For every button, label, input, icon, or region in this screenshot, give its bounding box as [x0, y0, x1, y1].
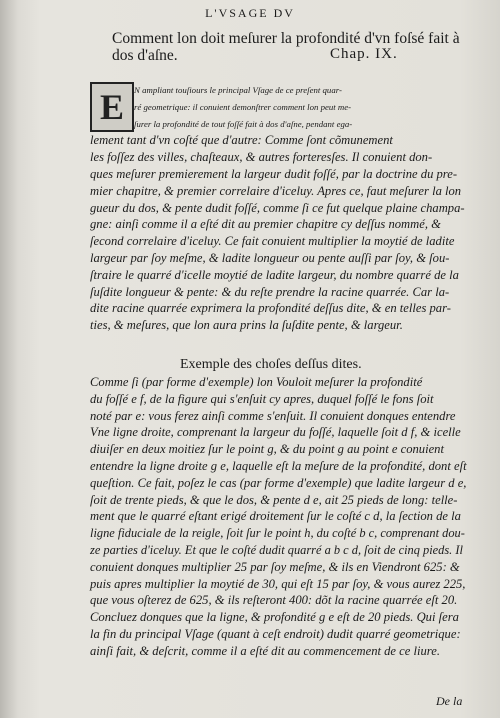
text-line: conuient donques multiplier 25 par ſoy meſme, & ils en Viendront 625: &	[90, 559, 460, 574]
text-line: ment que le quarré eſtant erigé droitement ſur le coſté c d, la ſection de la	[90, 509, 461, 524]
chapter-label: Chap. IX.	[330, 46, 398, 62]
text-line: mier chapitre, & premier correlaire d'iceluy. Apres ce, faut meſurer la lon	[90, 183, 462, 198]
catchword: De la	[436, 694, 463, 708]
text-line: N ampliant touſiours le principal Vſage de ce preſent quar-	[134, 85, 342, 95]
text-line: gne: ainſi comme il a eſté dit au premier chapitre cy deſſus nommé, &	[90, 217, 441, 232]
text-line: dite racine quarrée exprimera la profondité deſſus dite, & en telles par-	[90, 301, 451, 316]
text-line: entendre la ligne droite g e, laquelle eſt la meſure de la profondité, dont eſt	[90, 458, 467, 473]
text-line: ſuſdite longueur & pente: & du reſte prendre la racine quarrée. Car la-	[90, 284, 450, 299]
running-head: L'VSAGE DV	[205, 6, 295, 20]
text-line: largeur par ſoy meſme, & ladite longueur ou pente auſſi par ſoy, & ſou-	[90, 250, 450, 265]
text-line: Vne ligne droite, comprenant la largeur du foſſé, laquelle ſoit d f, & icelle	[90, 425, 461, 440]
text-line: Comme ſi (par forme d'exemple) lon Vouloit meſurer la profondité	[90, 375, 423, 389]
text-line: queſtion. Ce fait, poſez le cas (par forme d'exemple) que ladite largeur d e,	[90, 475, 467, 490]
paragraph-2	[90, 374, 468, 660]
chapter-title: Comment lon doit meſurer la profondité d'vn foſsé fait à dos d'aſne.	[112, 30, 460, 64]
text-line: la fin du principal Vſage (quant à ceſt endroit) dudit quarré geometrique:	[90, 626, 461, 641]
text-line: ſtraire le quarré d'icelle moytié de ladite largeur, du nombre quarré de la	[90, 267, 459, 282]
text-line: ſoit de trente pieds, & que le dos, & pente d e, ait 25 pieds de long: telle-	[90, 492, 458, 507]
text-line: puis apres multiplier la moytié de 30, qui eſt 15 par ſoy, & vous aurez 225,	[90, 576, 466, 591]
text-line: ſecond correlaire d'iceluy. Ce fait conuient multiplier la moytié de ladite	[90, 234, 455, 249]
text-line: ligne fiduciale de la reigle, ſoit ſur le point h, du coſté b c, comprenant dou-	[90, 526, 465, 541]
paragraph-1	[90, 82, 468, 334]
text-line: ties, & meſures, que lon aura prins la ſuſdite pente, & largeur.	[90, 318, 403, 333]
text-line: les foſſez des villes, chaſteaux, & autres forteresſes. Il conuient don-	[90, 150, 433, 165]
text-line: noté par e: vous ferez ainſi comme s'enſuit. Il conuient donques entendre	[90, 408, 456, 423]
text-line: ques meſurer premierement la largeur dudit foſſé, par la doctrine du pre-	[90, 166, 458, 181]
text-line: ainſi fait, & deſcrit, comme il a eſté dit au commencement de ce liure.	[90, 643, 440, 658]
text-line: ré geometrique: il conuient demonſtrer comment lon peut me-	[134, 101, 352, 112]
section-heading: Exemple des choſes deſſus dites.	[180, 357, 362, 372]
text-line: gueur du dos, & pente dudit foſſé, comme ſi ce fut quelque plaine champa-	[90, 200, 465, 215]
text-line: diuiſer en deux moitiez ſur le point g, & du point g au point e conuient	[90, 442, 444, 457]
text-line: lement tant d'vn coſté que d'autre: Comme ſont cõmunement	[90, 133, 393, 148]
text-line: ſurer la profondité de tout foſſé fait à dos d'aſne, pendant ega-	[134, 118, 353, 129]
decorated-initial: E	[90, 82, 134, 132]
text-line: Concluez donques que la ligne, & profondité g e eſt de 20 pieds. Qui ſera	[90, 610, 459, 625]
text-line: que vous oſterez de 625, & ils reſteront 400: dõt la racine quarrée eſt 20.	[90, 593, 458, 608]
text-line: ze parties d'iceluy. Et que le coſté dudit quarré a b c d, ſoit de cinq pieds. Il	[90, 542, 463, 557]
text-line: du foſſé e f, de la figure qui s'enſuit cy apres, duquel foſſé le fons ſoit	[90, 391, 434, 406]
